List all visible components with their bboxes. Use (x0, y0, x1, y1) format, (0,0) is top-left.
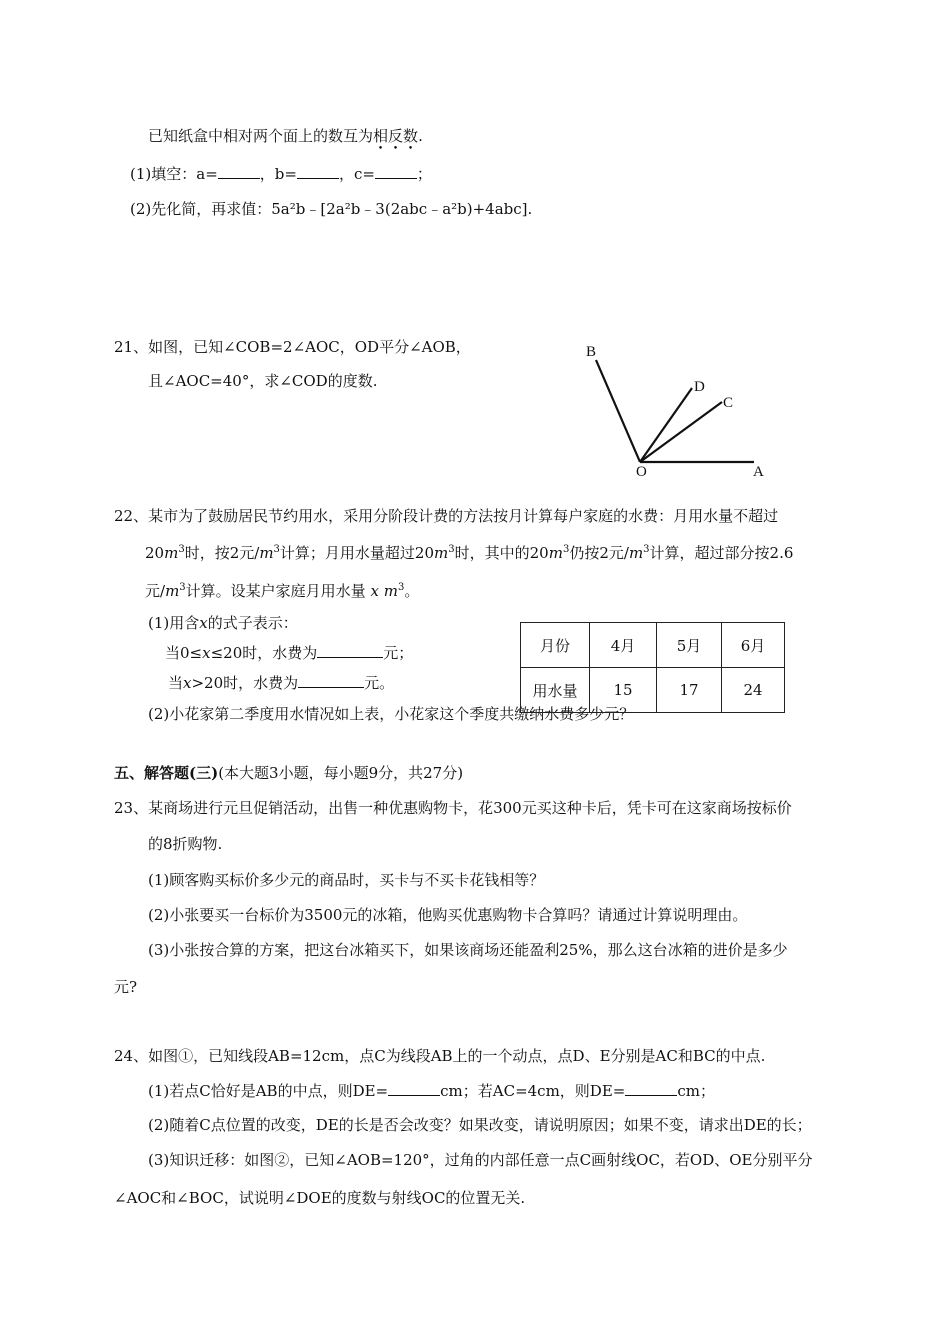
table-header-row (521, 623, 785, 668)
q22-case2 (168, 673, 394, 693)
q22-l2-b: 时，按2元/ (184, 544, 260, 562)
q22-l2-sup5: 3 (643, 544, 650, 555)
section-5-heading (114, 763, 463, 783)
q24-part1 (148, 1081, 715, 1101)
blank-b (297, 164, 339, 179)
q22-l3-x: x (370, 582, 379, 600)
q20-part1 (130, 164, 432, 184)
q22-c2-b: >20时，水费为 (191, 674, 299, 692)
q20-emphasis-3: 数 (403, 127, 419, 145)
q22-part1 (148, 613, 298, 633)
q22-l2-m5: m (628, 544, 644, 562)
q23-part2: (2)小张要买一台标价为3500元的冰箱，他购买优惠购物卡合算吗？请通过计算说明理由。 (148, 906, 748, 924)
q23-line1: 23、某商场进行元旦促销活动，出售一种优惠购物卡，花300元买这种卡后，凭卡可在这家商场按标价 (114, 799, 792, 817)
q22-p1-end: 的式子表示： (207, 614, 298, 632)
q22-l3-b: 计算。设某户家庭月用水量 (185, 582, 366, 600)
q22-l2-a: 20 (145, 544, 165, 562)
section-title: 五、解答题(三) (114, 764, 219, 782)
ray-ob (596, 360, 640, 462)
table-cell: 17 (657, 668, 722, 713)
q22-l2-d: 时，其中的20 (454, 544, 549, 562)
q23-line2: 的8折购物. (148, 835, 223, 853)
q22-l3-m2: m (383, 582, 398, 600)
q22-line3 (145, 578, 419, 601)
q21-line1: 21、如图，已知∠COB=2∠AOC，OD平分∠AOB， (114, 338, 471, 356)
q22-l3-sup2: 3 (397, 582, 405, 593)
q22-l2-c: 计算；月用水量超过20 (279, 544, 435, 562)
q24-part2: (2)随着C点位置的改变，DE的长是否会改变？如果改变，请说明原因；如果不变，请求出DE的长； (148, 1116, 812, 1134)
table-cell: 5月 (657, 623, 722, 668)
q20-part2: (2)先化简，再求值：5a²b﹣[2a²b﹣3(2abc﹣a²b)+4abc]. (130, 200, 533, 218)
q24-part3-end: ∠AOC和∠BOC，试说明∠DOE的度数与射线OC的位置无关. (114, 1189, 526, 1207)
q24-p1-a: (1)若点C恰好是AB的中点，则DE= (148, 1082, 389, 1100)
q20-p1-c: ，c= (338, 165, 375, 183)
q22-case1 (165, 643, 413, 663)
q22-l2-m3: m (434, 544, 449, 562)
blank-fee-2 (298, 673, 364, 688)
q22-c1-b: ≤20时，水费为 (210, 644, 318, 662)
q22-p1-x: x (199, 614, 208, 632)
blank-fee-1 (317, 643, 383, 658)
q23-part3: (3)小张按合算的方案，把这台冰箱买下，如果该商场还能盈利25%，那么这台冰箱的进价是多少 (148, 941, 788, 959)
table-cell: 24 (722, 668, 785, 713)
q22-p1-text: (1)用含 (148, 614, 200, 632)
label-c: C (723, 395, 734, 411)
q22-c1-unit: 元； (383, 644, 414, 662)
ray-od (640, 388, 692, 462)
table-row (521, 668, 785, 713)
label-o: O (636, 464, 647, 480)
q22-l2-sup2: 3 (273, 544, 280, 555)
q22-line2 (145, 540, 793, 563)
q20-emphasis-1: 相 (373, 127, 389, 145)
q24-p1-b: cm；若AC=4cm，则DE= (440, 1082, 626, 1100)
q22-c2-unit: 元。 (364, 674, 395, 692)
q22-l3-c: 。 (404, 582, 420, 600)
q22-c2-x: x (183, 674, 192, 692)
table-cell: 6月 (722, 623, 785, 668)
q20-p1-end: ； (416, 165, 432, 183)
water-usage-table (520, 622, 785, 713)
angle-figure (578, 336, 778, 482)
label-d: D (694, 379, 705, 395)
q22-l2-e: 仍按2元/ (569, 544, 629, 562)
blank-c (375, 164, 417, 179)
q22-part2: (2)小花家第二季度用水情况如上表，小花家这个季度共缴纳水费多少元？ (148, 705, 635, 723)
q20-intro (148, 126, 423, 146)
q22-c1-a: 当0≤ (165, 644, 203, 662)
q22-line1: 22、某市为了鼓励居民节约用水，采用分阶段计费的方法按月计算每户家庭的水费：月用水量不超过 (114, 507, 779, 525)
q22-l2-sup4: 3 (562, 544, 570, 555)
q22-c1-x: x (202, 644, 211, 662)
ray-oc (640, 402, 722, 462)
q23-part3-end: 元? (114, 978, 138, 996)
q23-part1: (1)顾客购买标价多少元的商品时，买卡与不买卡花钱相等？ (148, 871, 545, 889)
q22-l2-m: m (164, 544, 179, 562)
q22-l3-a: 元/ (145, 582, 166, 600)
table-cell: 15 (590, 668, 657, 713)
table-cell: 月份 (521, 623, 590, 668)
q20-intro-end: . (418, 127, 423, 145)
blank-de-1 (388, 1081, 440, 1096)
q22-l3-m: m (165, 582, 180, 600)
q22-l2-sup3: 3 (448, 544, 455, 555)
label-b: B (586, 344, 597, 360)
q21-line2: 且∠AOC=40°，求∠COD的度数. (148, 372, 378, 390)
q20-p1-prefix: (1)填空：a= (130, 165, 218, 183)
table-cell: 用水量 (521, 668, 590, 713)
section-note: (本大题3小题，每小题9分，共27分) (218, 764, 464, 782)
q20-intro-text: 已知纸盒中相对两个面上的数互为 (148, 127, 374, 145)
q20-p1-b: ，b= (259, 165, 297, 183)
q20-emphasis-2: 反 (388, 127, 404, 145)
q22-l2-sup: 3 (178, 544, 185, 555)
blank-de-2 (625, 1081, 677, 1096)
table-cell: 4月 (590, 623, 657, 668)
q22-c2-a: 当 (168, 674, 184, 692)
label-a: A (753, 464, 764, 480)
q24-part3: (3)知识迁移：如图②，已知∠AOB=120°，过角的内部任意一点C画射线OC，若OD、OE分别平分 (148, 1151, 813, 1169)
q22-l2-f: 计算，超过部分按2.6 (649, 544, 794, 562)
q24-p1-c: cm； (677, 1082, 715, 1100)
q22-l2-m2: m (259, 544, 274, 562)
q22-l2-m4: m (548, 544, 563, 562)
q22-l3-sup: 3 (179, 582, 186, 593)
q24-line1: 24、如图①，已知线段AB=12cm，点C为线段AB上的一个动点，点D、E分别是AC和BC的中点. (114, 1047, 766, 1065)
blank-a (218, 164, 260, 179)
